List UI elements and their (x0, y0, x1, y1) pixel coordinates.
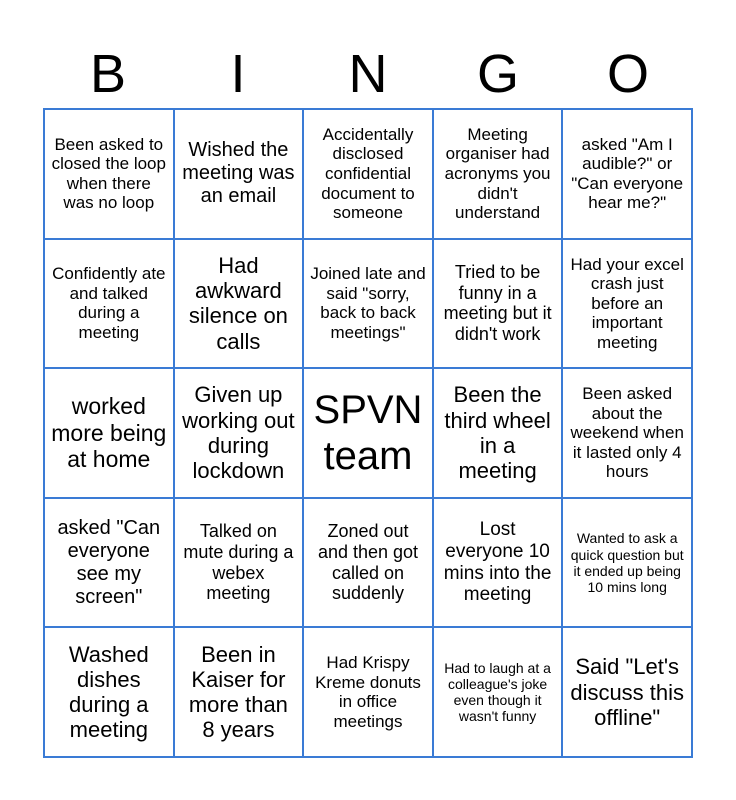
bingo-cell[interactable] (562, 498, 692, 628)
bingo-cell[interactable] (562, 109, 692, 239)
bingo-cell[interactable] (303, 109, 433, 239)
header-letter-g: G (476, 44, 519, 104)
bingo-cell-text: Been in Kaiser for more than 8 years (188, 641, 288, 743)
bingo-cell[interactable] (174, 239, 304, 369)
bingo-cell-text: asked "Can everyone see my screen" (57, 516, 161, 608)
bingo-cell-text: Wanted to ask a quick question but it ended up being 10 mins long (570, 530, 684, 595)
bingo-cell[interactable] (303, 498, 433, 628)
bingo-cell[interactable] (303, 368, 433, 498)
header-letter-o: O (606, 44, 649, 104)
bingo-cell[interactable] (433, 239, 563, 369)
bingo-cell-text: Had your excel crash just before an important meeting (570, 254, 684, 352)
bingo-cell[interactable] (303, 239, 433, 369)
bingo-cell-text: Lost everyone 10 mins into the meeting (443, 518, 552, 606)
bingo-cell-text: Joined late and said "sorry, back to back meetings" (310, 264, 426, 342)
bingo-cell-text: Talked on mute during a webex meeting (183, 521, 294, 604)
bingo-cell[interactable] (174, 368, 304, 498)
bingo-cell-text: Tried to be funny in a meeting but it didn't work (443, 262, 552, 345)
bingo-cell-text: Confidently ate and talked during a meeting (52, 264, 166, 342)
bingo-cell[interactable] (174, 627, 304, 757)
bingo-cell-text: Washed dishes during a meeting (68, 641, 149, 743)
bingo-cell-text: Meeting organiser had acronyms you didn't understand (444, 124, 551, 223)
bingo-cell-text: Wished the meeting was an email (182, 139, 295, 208)
bingo-cell[interactable] (303, 627, 433, 757)
bingo-cell[interactable] (433, 109, 563, 239)
bingo-cell[interactable] (562, 368, 692, 498)
bingo-cell-text: Zoned out and then got called on suddenly (317, 521, 419, 604)
bingo-cell[interactable] (562, 627, 692, 757)
bingo-cell[interactable] (174, 109, 304, 239)
bingo-cell-text: Said "Let's discuss this offline" (570, 654, 685, 730)
bingo-cell-text: asked "Am I audible?" or "Can everyone hear me?" (571, 134, 684, 213)
bingo-cell-text: Been asked about the weekend when it lasted only 4 hours (570, 384, 684, 482)
bingo-cell-text: Given up working out during lockdown (182, 382, 295, 484)
bingo-cell-text: Been asked to closed the loop when there was no loop (51, 134, 166, 213)
bingo-cell[interactable] (433, 368, 563, 498)
bingo-cell-text: SPVN team (313, 387, 423, 478)
bingo-cell[interactable] (174, 498, 304, 628)
bingo-cell[interactable] (44, 239, 174, 369)
bingo-cell[interactable] (433, 498, 563, 628)
bingo-cell-text: Accidentally disclosed confidential document to someone (321, 124, 415, 223)
bingo-cell-text: Had Krispy Kreme donuts in office meetings (315, 653, 421, 731)
bingo-header (43, 40, 693, 108)
header-letter-b: B (89, 44, 127, 104)
bingo-cell[interactable] (44, 498, 174, 628)
header-letter-i: I (230, 44, 246, 104)
header-letter-n: N (348, 44, 388, 104)
bingo-cell[interactable] (44, 109, 174, 239)
bingo-cell[interactable] (562, 239, 692, 369)
bingo-grid (43, 108, 693, 758)
bingo-cell-text: Had to laugh at a colleague's joke even though it wasn't funny (444, 660, 551, 725)
bingo-cell[interactable] (44, 368, 174, 498)
bingo-cell[interactable] (433, 627, 563, 757)
bingo-cell-text: Been the third wheel in a meeting (444, 382, 551, 484)
bingo-cell-text: Had awkward silence on calls (188, 252, 288, 354)
bingo-cell[interactable] (44, 627, 174, 757)
bingo-cell-text: worked more being at home (51, 393, 167, 473)
